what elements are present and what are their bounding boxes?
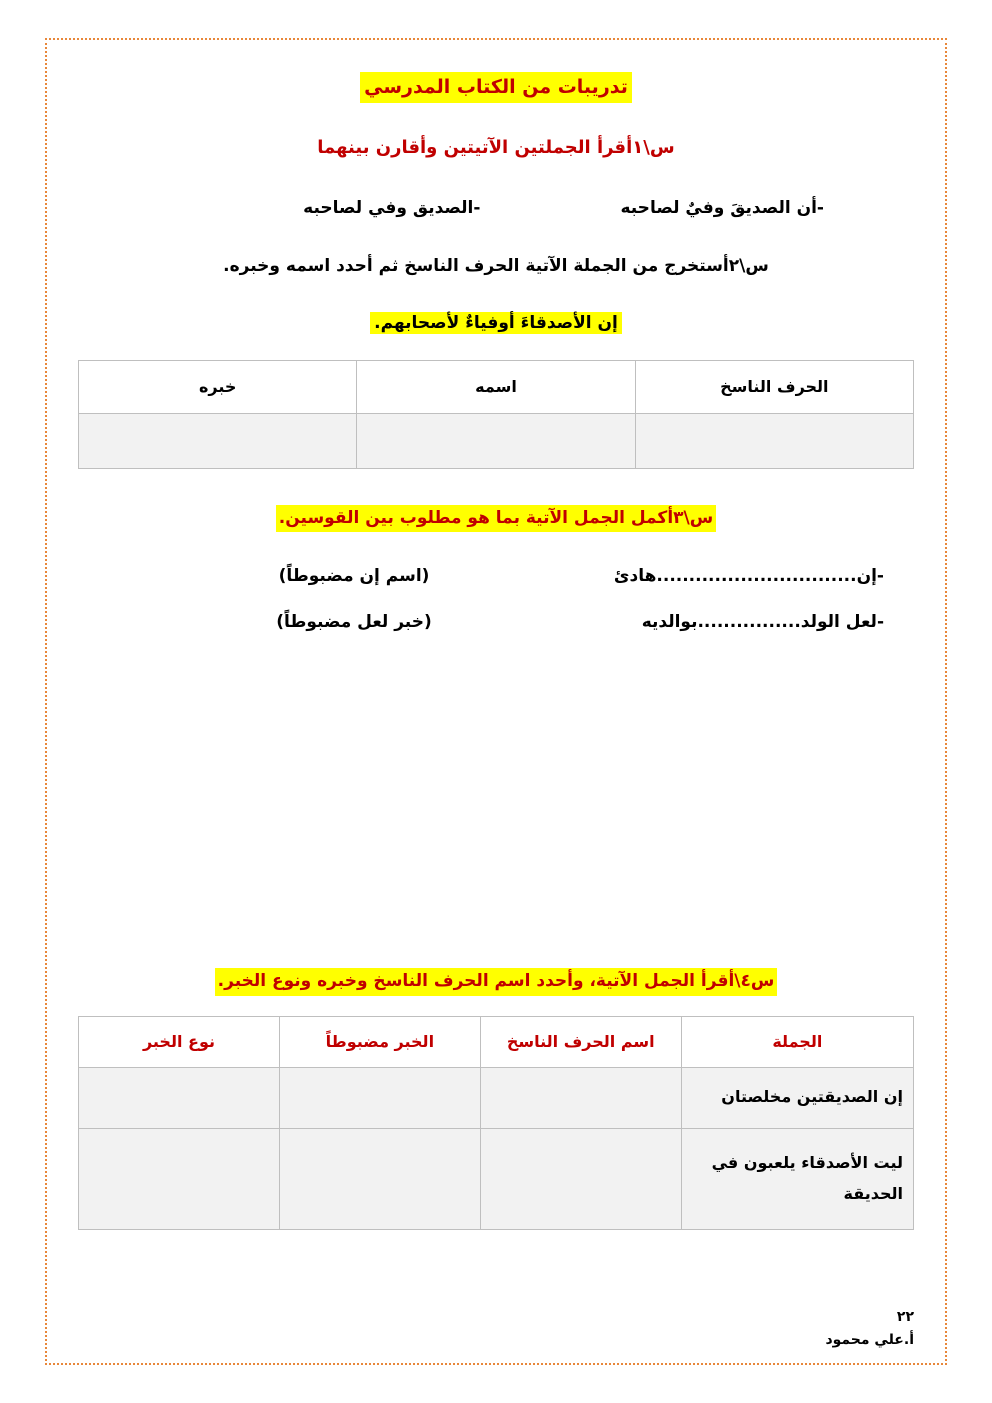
table-row <box>79 1067 914 1128</box>
question-4-prompt-wrap <box>78 968 914 996</box>
column-header-naw-khabar: نوع الخبر <box>79 1016 280 1067</box>
answer-cell-khabar-1[interactable] <box>279 1067 480 1128</box>
question-3-item-1-hint: (اسم إن مضبوطاً) <box>278 566 430 586</box>
question-2-table <box>78 360 914 469</box>
sentence-cell-1: إن الصديقتين مخلصتان <box>681 1067 913 1128</box>
column-header-ism-harf-nasikh: اسم الحرف الناسخ <box>480 1016 681 1067</box>
question-3-item-2-text: -لعل الولد................بوالديه <box>641 612 884 632</box>
column-header-harf-nasikh: الحرف الناسخ <box>635 360 913 413</box>
page-number: ٢٢ <box>896 1309 914 1326</box>
list-item <box>78 566 914 586</box>
page-footer <box>825 1306 914 1351</box>
table-row <box>79 1128 914 1229</box>
table-row <box>79 413 914 468</box>
question-3-prompt-wrap <box>78 505 914 533</box>
column-header-jumla: الجملة <box>681 1016 913 1067</box>
answer-cell-naw-1[interactable] <box>79 1067 280 1128</box>
question-3-item-2-hint: (خبر لعل مضبوطاً) <box>276 612 432 632</box>
page-content <box>78 58 914 1343</box>
sentence-cell-2: ليت الأصدقاء يلعبون في الحديقة <box>681 1128 913 1229</box>
author-name: أ.علي محمود <box>825 1331 914 1348</box>
column-header-khabar-madbutan: الخبر مضبوطاً <box>279 1016 480 1067</box>
question-1-sentence-right: -الصديق وفي لصاحبه <box>303 197 481 218</box>
answer-cell-ismuhu[interactable] <box>357 413 635 468</box>
answer-cell-naw-2[interactable] <box>79 1128 280 1229</box>
column-header-khabaruhu: خبره <box>79 360 357 413</box>
page-title-wrap <box>78 72 914 103</box>
blank-work-space <box>78 632 914 932</box>
answer-cell-khabaruhu[interactable] <box>79 413 357 468</box>
question-4-prompt: س٤\أقرأ الجمل الآتية، وأحدد اسم الحرف الناسخ وخبره ونوع الخبر. <box>215 968 778 996</box>
list-item <box>78 612 914 632</box>
question-3-items <box>78 566 914 632</box>
question-1-prompt: س\١أقرأ الجملتين الآتيتين وأقارن بينهما <box>317 136 675 158</box>
answer-cell-khabar-2[interactable] <box>279 1128 480 1229</box>
question-4-table <box>78 1016 914 1230</box>
page-title: تدريبات من الكتاب المدرسي <box>360 72 632 103</box>
question-2-sentence-wrap <box>78 312 914 334</box>
answer-cell-ism-2[interactable] <box>480 1128 681 1229</box>
question-1-sentence-left: -أن الصديقَ وفيٌ لصاحبه <box>620 197 824 218</box>
question-3-item-1-text: -إن...............................هادئ <box>613 566 884 586</box>
table-header-row <box>79 360 914 413</box>
answer-cell-harf-nasikh[interactable] <box>635 413 913 468</box>
column-header-ismuhu: اسمه <box>357 360 635 413</box>
table-header-row <box>79 1016 914 1067</box>
question-3-prompt: س\٣أكمل الجمل الآتية بما هو مطلوب بين القوسين. <box>276 505 716 533</box>
answer-cell-ism-1[interactable] <box>480 1067 681 1128</box>
question-2-highlighted-sentence: إن الأصدقاءَ أوفياءٌ لأصحابهم. <box>370 312 622 334</box>
question-2-prompt: س\٢أستخرج من الجملة الآتية الحرف الناسخ ثم أحدد اسمه وخبره. <box>223 255 769 276</box>
question-1-sentences <box>78 198 914 218</box>
